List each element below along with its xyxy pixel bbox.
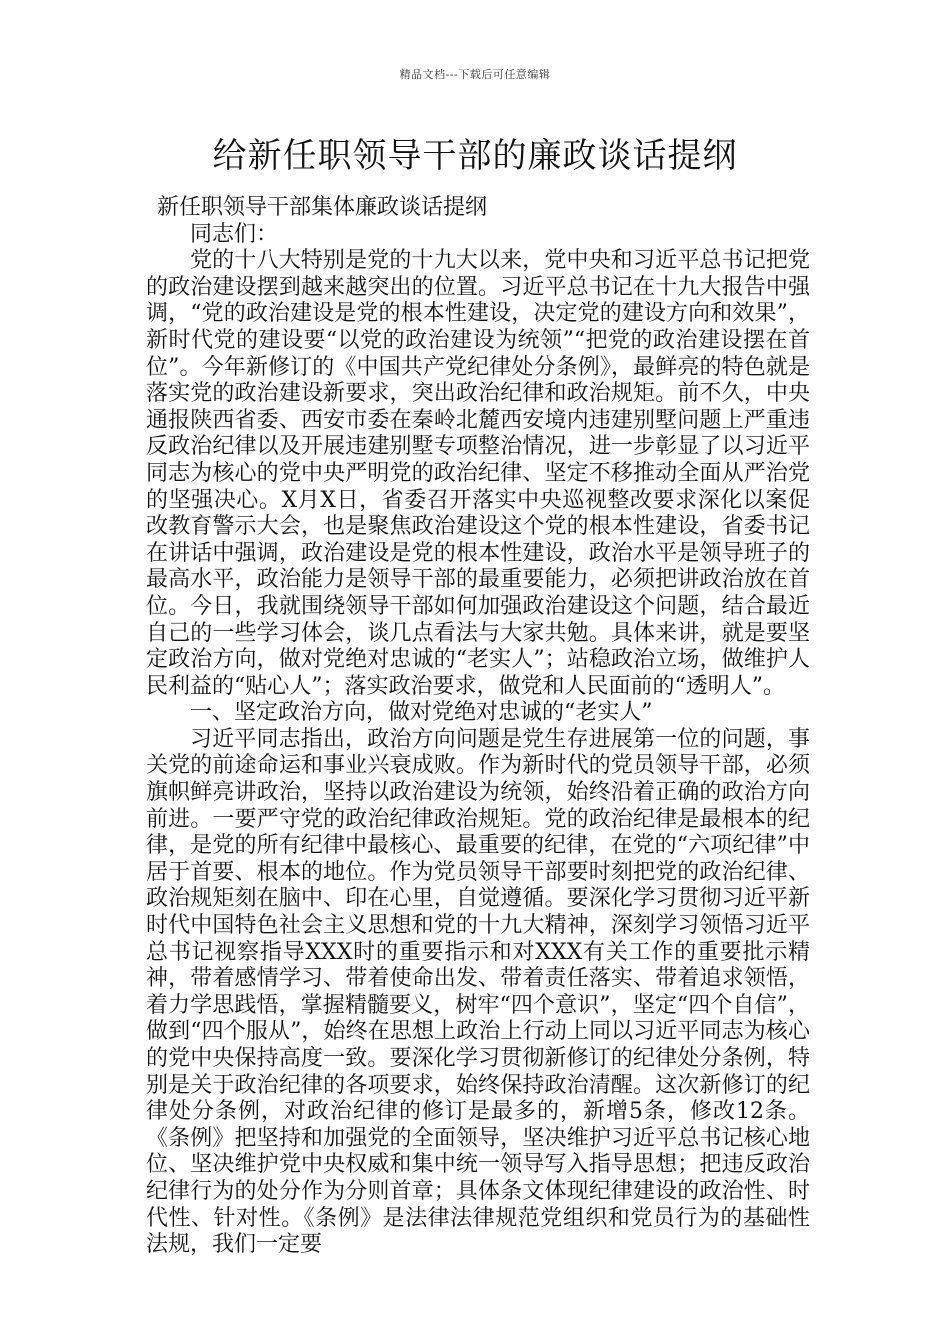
document-body bbox=[146, 195, 810, 1259]
section-heading: 一、坚定政治方向，做对党绝对忠诚的“老实人” bbox=[190, 700, 653, 726]
body-paragraph: 党的十八大特别是党的十九大以来，党中央和习近平总书记把党的政治建设摆到越来越突出的位置。习近平总书记在十九大报告中强调，“党的政治建设是党的根本性建设，决定党的建设方向和效果”，新时代党的建设要“以党的政治建设为统领”“把党的政治建设摆在首位”。今年新修订的《中国共产党纪律处分条例》，最鲜亮的特色就是落实党的政治建设新要求，突出政治纪律和政治规矩。前不久，中央通报陕西省委、西安市委在秦岭北麓西安境内违建别墅问题上严重违反政治纪律以及开展违建别墅专项整治情况，进一步彰显了以习近平同志为核心的党中央严明党的政治纪律、坚定不移推动全面从严治党的坚强决心。X月X日，省委召开落实中央巡视整改要求深化以案促改教育警示大会，也是聚焦政治建设这个党的根本性建设，省委书记在讲话中强调，政治建设是党的根本性建设，政治水平是领导班子的最高水平，政治能力是领导干部的最重要能力，必须把讲政治放在首位。今日，我就围绕领导干部如何加强政治建设这个问题，结合最近自己的一些学习体会，谈几点看法与大家共勉。具体来讲，就是要坚定政治方向，做对党绝对忠诚的“老实人”；站稳政治立场，做维护人民利益的“贴心人”；落实政治要求，做党和人民面前的“透明人”。 bbox=[146, 248, 810, 699]
body-paragraph: 习近平同志指出，政治方向问题是党生存进展第一位的问题，事关党的前途命运和事业兴衰成败。作为新时代的党员领导干部，必须旗帜鲜亮讲政治，坚持以政治建设为统领，始终沿着正确的政治方向前进。一要严守党的政治纪律政治规矩。党的政治纪律是最根本的纪律，是党的所有纪律中最核心、最重要的纪律，在党的“六项纪律”中居于首要、根本的地位。作为党员领导干部要时刻把党的政治纪律、政治规矩刻在脑中、印在心里，自觉遵循。要深化学习贯彻习近平新时代中国特色社会主义思想和党的十九大精神，深刻学习领悟习近平总书记视察指导XXX时的重要指示和对XXX有关工作的重要批示精神，带着感情学习、带着使命出发、带着责任落实、带着追求领悟，着力学思践悟，掌握精髓要义，树牢“四个意识”，坚定“四个自信”，做到“四个服从”，始终在思想上政治上行动上同以习近平同志为核心的党中央保持高度一致。要深化学习贯彻新修订的纪律处分条例，特别是关于政治纪律的各项要求，始终保持政治清醒。这次新修订的纪律处分条例，对政治纪律的修订是最多的，新增5条，修改12条。《条例》把坚持和加强党的全面领导，坚决维护习近平总书记核心地位、坚决维护党中央权威和集中统一领导写入指导思想；把违反政治纪律行为的处分作为分则首章；具体条文体现纪律建设的政治性、时代性、针对性。《条例》是法律法律规范党组织和党员行为的基础性法规，我们一定要 bbox=[146, 726, 810, 1258]
header-note: 精品文档---下载后可任意编辑 bbox=[399, 68, 551, 81]
salutation: 同志们： bbox=[190, 221, 279, 247]
document-subtitle: 新任职领导干部集体廉政谈话提纲 bbox=[157, 195, 488, 220]
document-title: 给新任职领导干部的廉政谈话提纲 bbox=[212, 136, 738, 176]
